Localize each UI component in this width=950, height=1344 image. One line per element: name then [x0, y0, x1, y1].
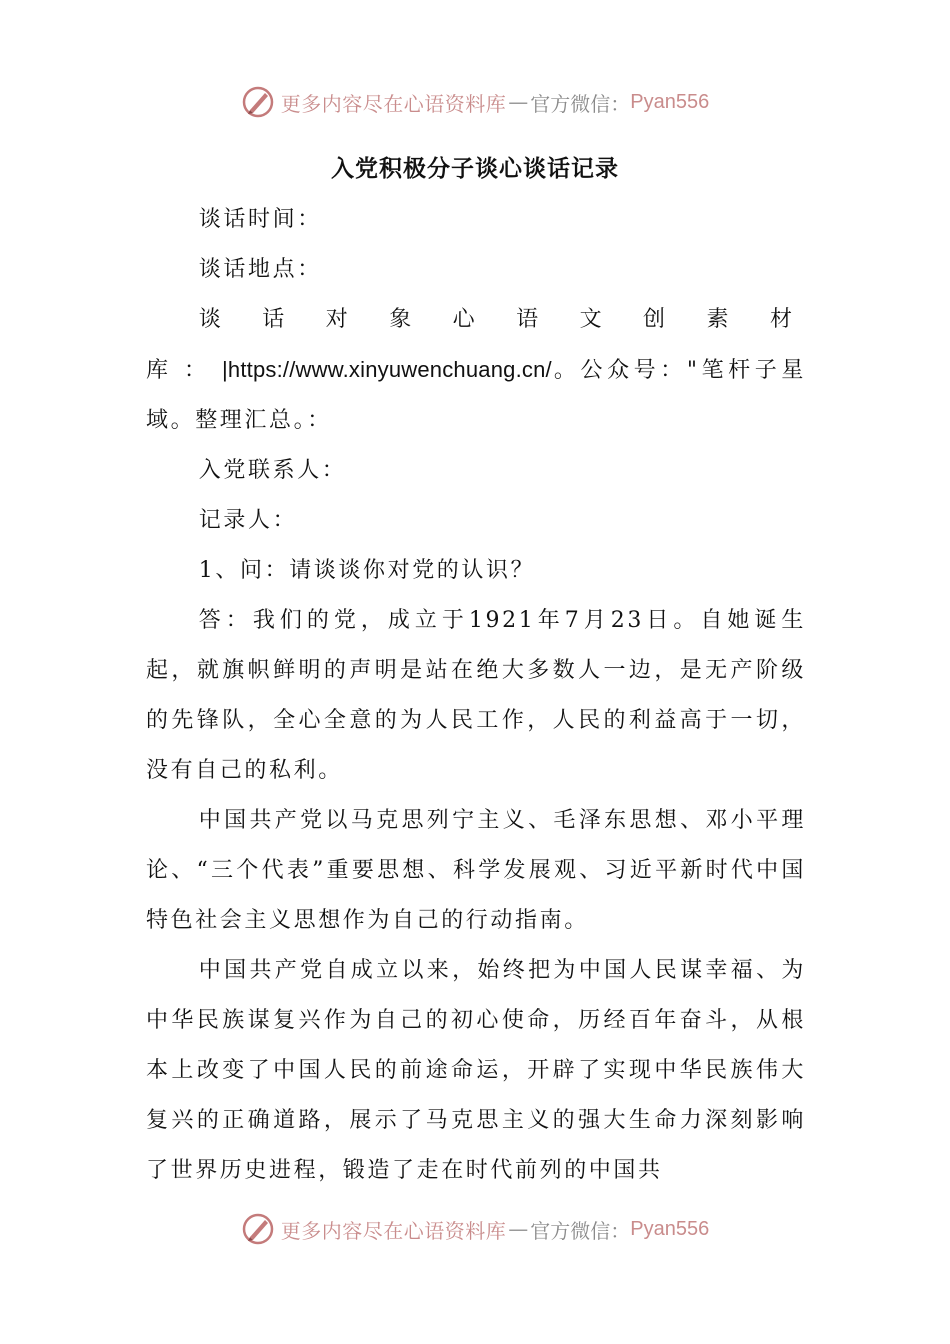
field-time: 谈话时间： [198, 207, 322, 232]
document-title: 入党积极分子谈心谈话记录 [331, 155, 619, 182]
field-object [146, 295, 806, 446]
banner-dash: — [508, 1217, 529, 1241]
banner-wechat-id: Pyan556 [630, 90, 710, 113]
header-banner [0, 82, 950, 122]
banner-dash: — [508, 90, 529, 114]
banner-slogan: 更多内容尽在心语资料库 [280, 91, 507, 116]
field-object-prefix: 谈话对象心语文创素材库： [146, 307, 806, 383]
question-1: 1、问：请谈谈你对党的认识？ [198, 558, 536, 583]
field-object-url: |https://www.xinyuwenchuang.cn/ [222, 357, 552, 382]
answer-paragraph-1: 答：我们的党，成立于1921年7月23日。自她诞生起，就旗帜鲜明的声明是站在绝大多数人一边，是无产阶级的先锋队，全心全意的为人民工作，人民的利益高于一切，没有自己的私利。 [146, 608, 806, 783]
banner-wechat-id: Pyan556 [630, 1217, 710, 1240]
field-recorder: 记录人： [198, 508, 298, 533]
banner-wechat-label: 官方微信： [530, 1218, 631, 1243]
field-contact: 入党联系人： [198, 458, 347, 483]
pen-logo-icon [241, 85, 275, 119]
field-object-suffix: 。公众号："笔杆子星域。整理汇总。： [146, 358, 806, 433]
footer-banner [0, 1209, 950, 1249]
pen-logo-icon [241, 1212, 275, 1246]
document-body [146, 195, 806, 1196]
answer-paragraph-2: 中国共产党以马克思列宁主义、毛泽东思想、邓小平理论、“三个代表”重要思想、科学发展观、习近平新时代中国特色社会主义思想作为自己的行动指南。 [146, 808, 806, 933]
banner-wechat-label: 官方微信： [530, 91, 631, 116]
answer-paragraph-3: 中国共产党自成立以来，始终把为中国人民谋幸福、为中华民族谋复兴作为自己的初心使命，历经百年奋斗，从根本上改变了中国人民的前途命运，开辟了实现中华民族伟大复兴的正确道路，展示了马克思主义的强大生命力深刻影响了世界历史进程，锻造了走在时代前列的中国共 [146, 958, 806, 1183]
field-place: 谈话地点： [198, 257, 322, 282]
banner-slogan: 更多内容尽在心语资料库 [280, 1218, 507, 1243]
